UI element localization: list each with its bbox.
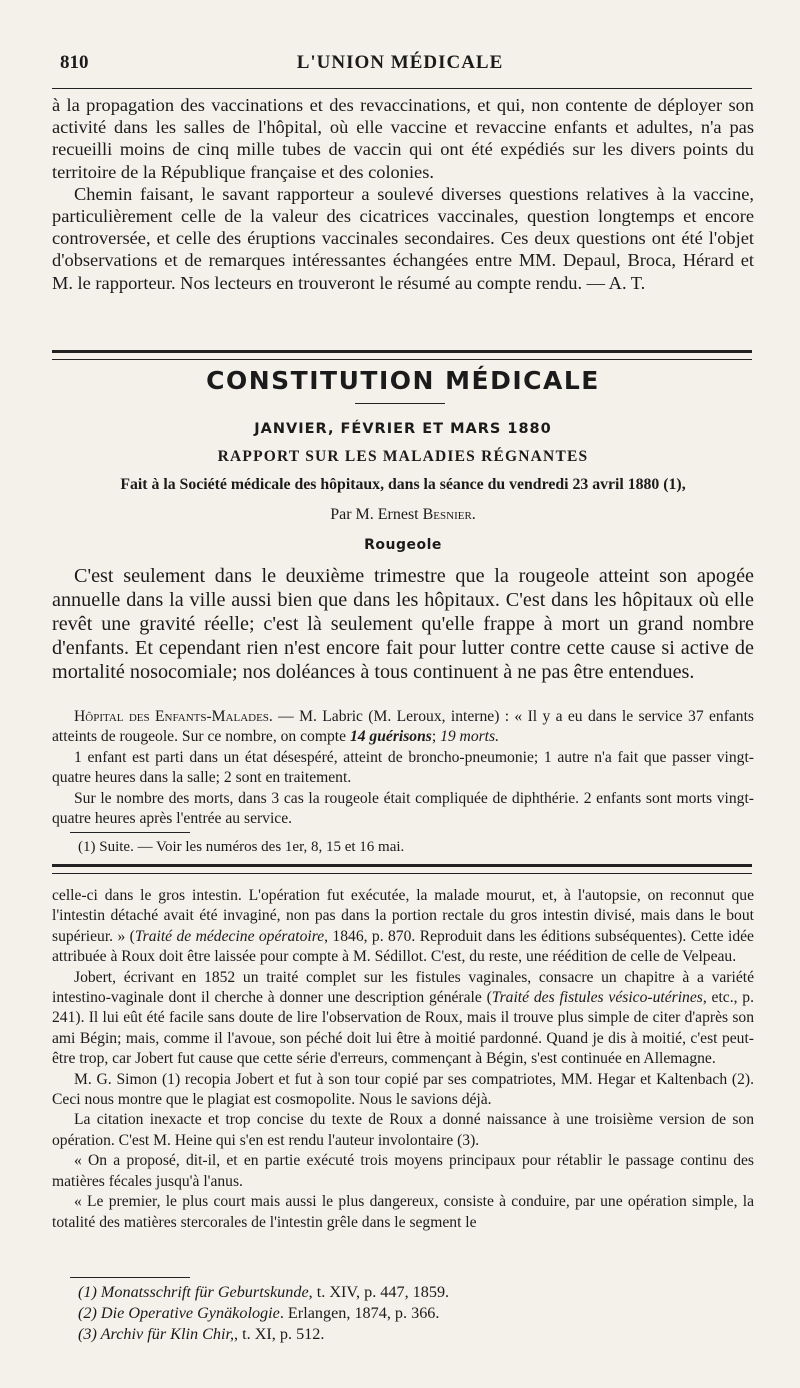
author-name: Besnier. (422, 506, 476, 523)
footnote-3 (78, 1324, 754, 1345)
intro-paragraph-2: Chemin faisant, le savant rapporteur a soulevé diverses questions relatives à la vaccine, particulièrement celle de la valeur des cicatrices vaccinales, question longtemps et encore controversée, et celle des éruptions vaccinales secondaires. Ces deux questions ont été l'objet d'observations et de remarques intéressantes échangées entre MM. Depaul, Broca, Hérard et M. le rapporteur. Nos lecteurs en trouveront le résumé au compte rendu. — A. T. (52, 183, 754, 293)
footnote-3-title: (3) Archiv für Klin Chir, (78, 1325, 235, 1343)
deaths-count: 19 morts. (440, 728, 499, 746)
lower-paragraph-1 (52, 886, 754, 968)
hospital-paragraph-1 (52, 707, 754, 748)
subsection-heading: Rougeole (364, 537, 442, 553)
hospital-text: — M. Labric (M. Leroux, interne) : « Il y a eu dans le service 37 enfants atteints de rougeole. Sur ce nombre, on compte (52, 708, 755, 746)
lower-paragraph-3: M. G. Simon (1) recopia Jobert et fut à son tour copié par ses compatriotes, MM. Hegar et Kaltenbach (2). Ceci nous montre que le plagiat est cosmopolite. Nous le savions déjà. (52, 1070, 754, 1109)
lower-footnote-rule (70, 1277, 190, 1278)
footnote-1-title: (1) Monatsschrift für Geburtskunde (78, 1283, 309, 1301)
byline-prefix: Par M. Ernest (330, 506, 423, 523)
recovered-count: 14 guérisons (349, 728, 432, 746)
lower-paragraph-2 (52, 968, 754, 1070)
footnote-suite: (1) Suite. — Voir les numéros des 1er, 8, 15 et 16 mai. (78, 839, 405, 855)
title-short-rule (355, 403, 445, 404)
page-number: 810 (60, 52, 89, 73)
lower-p1-text: celle-ci dans le gros intestin. L'opération fut exécutée, la malade mourut, et, à l'autopsie, on reconnut que l'intestin détaché avait été invaginé, non pas dans la portion rectale du gros intestin divisé, mais dans le bout supérieur. » ( (52, 887, 754, 945)
journal-title: L'UNION MÉDICALE (296, 52, 504, 73)
lower-paragraph-5: « On a proposé, dit-il, et en partie exécuté trois moyens principaux pour rétablir le passage continu des matières fécales jusqu'à l'anus. (52, 1152, 754, 1190)
footnote-2-rest: . Erlangen, 1874, p. 366. (279, 1304, 440, 1322)
lower-section (52, 886, 754, 1233)
lower-footnotes (78, 1282, 754, 1345)
lead-paragraph: C'est seulement dans le deuxième trimestre que la rougeole atteint son apogée annuelle dans la ville aussi bien que dans les hôpitaux. C'est dans les hôpitaux où elle revêt une gravité réelle; c'est là seulement qu'elle frappe à mort un grand nombre d'enfants. Et cependant rien n'est encore fait pour lutter contre cette cause si active de mortalité nosocomiale; nos doléances à tous continuent à ne pas être entendues. (52, 565, 754, 683)
header-rule (52, 88, 752, 89)
book-title-fistules: Traité des fistules vésico-utérines (491, 989, 703, 1007)
hospital-report (52, 707, 754, 829)
footnote-3-rest: , t. XI, p. 512. (234, 1325, 325, 1343)
page-header (46, 52, 754, 82)
footnote-1 (78, 1282, 754, 1303)
hospital-name: Hôpital des Enfants-Malades. (74, 708, 273, 725)
section-dates: JANVIER, FÉVRIER ET MARS 1880 (254, 421, 552, 437)
hospital-paragraph-3: Sur le nombre des morts, dans 3 cas la rougeole était compliquée de diphthérie. 2 enfants sont morts vingt-quatre heures après l'entrée au service. (52, 789, 754, 828)
hospital-paragraph-2: 1 enfant est parti dans un état désespéré, atteint de broncho-pneumonie; 1 autre n'a fait que passer vingt-quatre heures dans la salle; 2 sont en traitement. (52, 748, 754, 787)
lower-p2-text: Jobert, écrivant en 1852 un traité complet sur les fistules vaginales, consacre un chapitre à a variété intestino-vaginale dont il cherche à donner une description générale ( (52, 968, 754, 1007)
lower-p2-text-end: , etc., p. 241). Il lui eût été facile sans doute de lire l'observation de Roux, mais il trouve plus simple de citer d'après son ami Bégin; mais, comme il l'avoue, son péché doit lui être à moitié pardonné. Quand je dis à moitié, c'est peut-être trop, car Jobert fut cause que cette série d'erreurs, commençant à Bégin, s'est continuée en Allemagne. (52, 989, 754, 1068)
section-title: CONSTITUTION MÉDICALE (206, 366, 600, 395)
report-context: Fait à la Société médicale des hôpitaux, dans la séance du vendredi 23 avril 1880 (1), (120, 476, 686, 493)
lower-paragraph-6: « Le premier, le plus court mais aussi le plus dangereux, consiste à conduire, par une opération simple, la totalité des matières stercorales de l'intestin grêle dans le segment le (52, 1193, 754, 1231)
report-byline (52, 506, 754, 524)
intro-paragraph-1: à la propagation des vaccinations et des revaccinations, et qui, non contente de déployer son activité dans les salles de l'hôpital, où elle vaccine et revaccine enfants et adultes, n'a pas recueilli moins de cinq mille tubes de vaccin qui ont été expédiés sur les divers points du territoire de la République française et des colonies. (52, 95, 754, 182)
report-heading: RAPPORT SUR LES MALADIES RÉGNANTES (217, 448, 589, 465)
lower-paragraph-4: La citation inexacte et trop concise du texte de Roux a donné naissance à une troisième version de son opération. C'est M. Heine qui s'en est rendu l'auteur involontaire (3). (52, 1111, 754, 1149)
footnote-2-title: (2) Die Operative Gynäkologie (78, 1304, 280, 1322)
lower-p1-text-end: , 1846, p. 870. Reproduit dans les éditions subséquentes). Cette idée attribuée à Roux doit être laissée pour compte à M. Sédillot. C'est, du reste, une réédition de celle de Velpeau. (52, 927, 754, 966)
section-double-rule (52, 350, 752, 360)
intro-section (52, 94, 754, 294)
separator: ; (431, 728, 441, 746)
lower-double-rule (52, 864, 752, 874)
footnote-1-rest: , t. XIV, p. 447, 1859. (308, 1283, 450, 1301)
book-title-traite: Traité de médecine opératoire (134, 927, 325, 945)
footnote-2 (78, 1303, 754, 1324)
footnote-rule (70, 832, 190, 833)
